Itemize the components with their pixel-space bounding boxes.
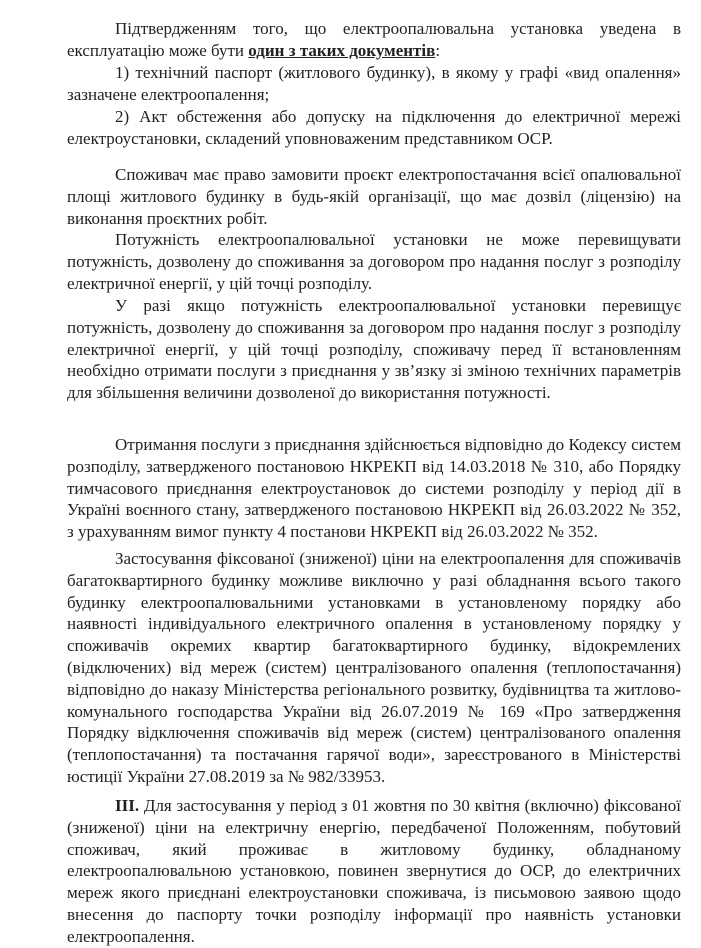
paragraph-power-exceeds: У разі якщо потужність електроопалювальної установки перевищує потужність, дозволену до споживання за договором про надання послуг з розподілу електричної енергії, у цій точці розподілу, споживачу перед її встановленням необхідно отримати послуги з приєднання у зв’язку зі зміною технічних параметрів для збільшення величини дозволеної до використання потужності.	[67, 296, 681, 403]
emphasis-one-of-documents: один з таких документів	[248, 40, 436, 60]
list-item-technical-passport: 1) технічний паспорт (житлового будинку), в якому у графі «вид опалення» зазначене електроопалення;	[67, 63, 681, 104]
paragraph-project-right: Споживач має право замовити проєкт електропостачання всієї опалювальної площі житлового будинку в будь-якій організації, що має дозвіл (ліцензію) на виконання проєктних робіт.	[67, 165, 681, 228]
paragraph-section-iii	[67, 795, 681, 948]
list-item-inspection-act: 2) Акт обстеження або допуску на підключення до електричної мережі електроустановки, складений уповноваженим представником ОСР.	[67, 107, 681, 148]
paragraph-confirmation-colon: :	[435, 40, 441, 60]
paragraph-apartment-buildings: Застосування фіксованої (зниженої) ціни на електроопалення для споживачів багатоквартирного будинку можливе виключно у разі обладнання всього такого будинку електроопалювальними установками в установленому порядку або наявності індивідуального електричного опалення в установленому порядку у споживачів окремих квартир багатоквартирного будинку, відокремлених (відключених) від мереж (систем) централізованого опалення (теплопостачання) відповідно до наказу Міністерства регіонального розвитку, будівництва та житлово-комунального господарства України від 26.07.2019 № 169 «Про затвердження Порядку відключення споживачів від мереж (систем) централізованого опалення (теплопостачання) та постачання гарячої води», зареєстрованого в Міністерстві юстиції України 27.08.2019 за № 982/33953.	[67, 549, 681, 786]
paragraph-confirmation-text: Підтвердженням того, що електроопалювальна установка уведена в експлуатацію може бути	[67, 19, 681, 60]
paragraph-confirmation	[67, 18, 681, 62]
paragraph-power-limit: Потужність електроопалювальної установки не може перевищувати потужність, дозволену до споживання за договором про надання послуг з розподілу електричної енергії, у цій точці розподілу.	[67, 230, 681, 293]
section-iii-text: Для застосування у період з 01 жовтня по 30 квітня (включно) фіксованої (зниженої) ціни на електричну енергію, передбаченої Положенням, побутовий споживач, який проживає в житловому будинку, обладнаному електроопалювальною установкою, повинен звернутися до ОСР, до електричних мереж якого приєднані електроустановки споживача, із письмовою заявою щодо внесення до паспорту точки розподілу інформації про наявність установки електроопалення.	[67, 796, 681, 946]
section-number: ІІІ.	[115, 796, 140, 815]
paragraph-connection-service: Отримання послуги з приєднання здійснюється відповідно до Кодексу систем розподілу, затвердженого постановою НКРЕКП від 14.03.2018 № 310, або Порядку тимчасового приєднання електроустановок до системи розподілу у період дії в Україні воєнного стану, затвердженого постановою НКРЕКП від 26.03.2022 № 352, з урахуванням вимог пункту 4 постанови НКРЕКП від 26.03.2022 № 352.	[67, 435, 681, 542]
